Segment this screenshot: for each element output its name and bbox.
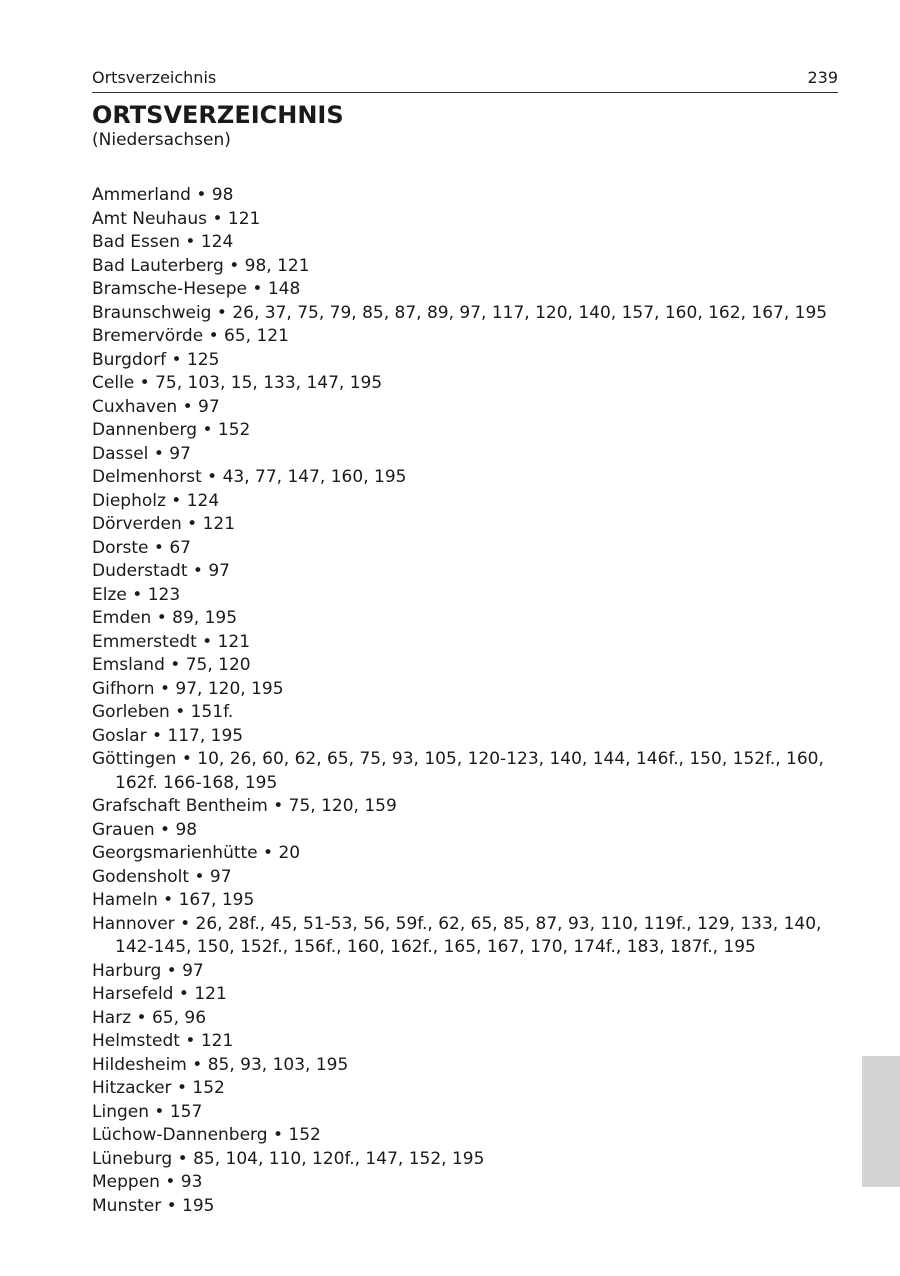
- entry-pages: 75, 120: [185, 655, 251, 675]
- index-entry: [92, 1195, 852, 1219]
- index-entry-list: [92, 184, 852, 1218]
- entry-place: Hameln: [92, 890, 158, 910]
- index-entry: [92, 184, 852, 208]
- entry-pages: 65, 121: [224, 326, 289, 346]
- bullet-separator: •: [139, 373, 150, 393]
- index-entry: [92, 1124, 852, 1148]
- index-entry: [92, 372, 852, 396]
- bullet-separator: •: [166, 1195, 177, 1216]
- entry-place: Duderstadt: [92, 561, 188, 581]
- bullet-separator: •: [187, 514, 198, 534]
- bullet-separator: •: [196, 185, 207, 205]
- index-entry: [92, 654, 852, 678]
- entry-place: Godensholt: [92, 866, 190, 887]
- entry-place: Dannenberg: [92, 420, 198, 440]
- index-entry: [92, 889, 852, 913]
- entry-pages: 97: [209, 866, 232, 887]
- entry-place: Munster: [92, 1195, 162, 1216]
- entry-place: Harburg: [92, 960, 162, 981]
- bullet-separator: •: [207, 467, 218, 487]
- entry-place: Hannover: [92, 913, 175, 934]
- entry-place: Emden: [92, 608, 152, 628]
- index-entry: [92, 584, 852, 608]
- index-entry: [92, 419, 852, 443]
- index-entry: [92, 396, 852, 420]
- entry-pages: 121: [227, 208, 261, 229]
- index-entry: [92, 302, 852, 326]
- entry-place: Braunschweig: [92, 302, 212, 323]
- index-entry: [92, 1101, 852, 1125]
- index-entry: [92, 1030, 852, 1054]
- bullet-separator: •: [165, 1172, 176, 1192]
- index-entry: [92, 255, 852, 279]
- entry-place: Gorleben: [92, 702, 170, 722]
- bullet-separator: •: [185, 232, 196, 252]
- entry-place: Delmenhorst: [92, 467, 202, 487]
- index-entry: [92, 231, 852, 255]
- entry-pages: 124: [200, 232, 234, 252]
- bullet-separator: •: [153, 537, 164, 558]
- bullet-separator: •: [159, 678, 170, 699]
- running-header: [92, 66, 838, 93]
- entry-place: Meppen: [92, 1172, 160, 1192]
- entry-pages: 43, 77, 147, 160, 195: [222, 467, 407, 487]
- entry-place: Harz: [92, 1007, 132, 1028]
- index-entry: [92, 631, 852, 655]
- bullet-separator: •: [181, 749, 192, 769]
- bullet-separator: •: [160, 819, 171, 840]
- index-entry: [92, 349, 852, 373]
- bullet-separator: •: [154, 1101, 165, 1122]
- entry-place: Hildesheim: [92, 1054, 187, 1075]
- entry-pages: 148: [267, 279, 301, 299]
- running-title: Ortsverzeichnis: [92, 68, 217, 87]
- index-entry: [92, 842, 852, 866]
- index-entry: [92, 537, 852, 561]
- bullet-separator: •: [185, 1031, 196, 1051]
- bullet-separator: •: [202, 420, 213, 440]
- entry-pages: 121: [202, 514, 236, 534]
- bullet-separator: •: [166, 960, 177, 981]
- bullet-separator: •: [153, 443, 164, 464]
- entry-pages: 75, 120, 159: [288, 796, 397, 816]
- page-number: 239: [807, 68, 838, 87]
- bullet-separator: •: [170, 655, 181, 675]
- bullet-separator: •: [132, 584, 143, 605]
- bullet-separator: •: [202, 631, 213, 652]
- entry-place: Georgsmarienhütte: [92, 843, 258, 863]
- entry-place: Bad Essen: [92, 232, 180, 252]
- page-title: ORTSVERZEICHNIS: [92, 101, 344, 129]
- entry-pages: 121: [217, 631, 251, 652]
- entry-place: Lingen: [92, 1101, 149, 1122]
- index-entry: [92, 748, 852, 795]
- entry-pages: 97, 120, 195: [175, 678, 284, 699]
- entry-pages: 152: [192, 1078, 225, 1098]
- index-entry: [92, 278, 852, 302]
- index-entry: [92, 325, 852, 349]
- entry-place: Grafschaft Bentheim: [92, 796, 268, 816]
- entry-place: Lüchow-Dannenberg: [92, 1125, 268, 1145]
- entry-pages: 98: [211, 185, 234, 205]
- bullet-separator: •: [194, 866, 205, 887]
- entry-pages: 97: [208, 561, 230, 581]
- thumb-index-tab: [862, 1056, 900, 1187]
- entry-place: Grauen: [92, 819, 155, 840]
- index-entry: [92, 560, 852, 584]
- bullet-separator: •: [263, 843, 274, 863]
- entry-pages: 65, 96: [151, 1007, 207, 1028]
- bullet-separator: •: [178, 984, 189, 1004]
- entry-place: Elze: [92, 584, 127, 605]
- entry-pages: 167, 195: [178, 890, 255, 910]
- bullet-separator: •: [212, 208, 223, 229]
- bullet-separator: •: [176, 1078, 187, 1098]
- entry-pages: 157: [169, 1101, 203, 1122]
- entry-place: Bremervörde: [92, 326, 204, 346]
- entry-pages: 67: [169, 537, 191, 558]
- entry-pages: 151f.: [190, 702, 234, 722]
- entry-pages: 117, 195: [167, 725, 244, 746]
- entry-place: Amt Neuhaus: [92, 208, 208, 229]
- index-entry: [92, 1148, 852, 1172]
- entry-pages: 97: [182, 960, 204, 981]
- entry-pages: 93: [180, 1172, 203, 1192]
- entry-pages: 195: [182, 1195, 215, 1216]
- bullet-separator: •: [171, 490, 182, 511]
- index-entry: [92, 819, 852, 843]
- entry-pages: 20: [278, 843, 301, 863]
- entry-pages: 152: [288, 1125, 321, 1145]
- entry-place: Cuxhaven: [92, 396, 178, 417]
- entry-place: Emsland: [92, 655, 165, 675]
- entry-place: Helmstedt: [92, 1031, 180, 1051]
- entry-pages: 121: [194, 984, 227, 1004]
- entry-place: Bramsche-Hesepe: [92, 279, 248, 299]
- bullet-separator: •: [252, 279, 263, 299]
- entry-place: Ammerland: [92, 185, 191, 205]
- index-entry: [92, 795, 852, 819]
- bullet-separator: •: [208, 326, 219, 346]
- entry-pages: 89, 195: [172, 608, 238, 628]
- bullet-separator: •: [136, 1007, 147, 1028]
- page-subtitle: (Niedersachsen): [92, 130, 231, 150]
- bullet-separator: •: [151, 725, 162, 746]
- index-entry: [92, 983, 852, 1007]
- entry-pages: 26, 37, 75, 79, 85, 87, 89, 97, 117, 120, 140, 157, 160, 162, 167, 195: [232, 302, 828, 323]
- bullet-separator: •: [192, 561, 203, 581]
- bullet-separator: •: [177, 1148, 188, 1169]
- index-entry: [92, 1007, 852, 1031]
- index-entry: [92, 607, 852, 631]
- bullet-separator: •: [180, 913, 191, 934]
- entry-pages: 97: [169, 443, 191, 464]
- index-entry: [92, 960, 852, 984]
- entry-pages: 121: [200, 1031, 234, 1051]
- entry-place: Dorste: [92, 537, 149, 558]
- index-entry: [92, 913, 852, 960]
- index-entry: [92, 1054, 852, 1078]
- entry-place: Burgdorf: [92, 349, 167, 370]
- entry-pages: 75, 103, 15, 133, 147, 195: [155, 373, 383, 393]
- entry-pages: 98, 121: [244, 255, 310, 276]
- bullet-separator: •: [192, 1054, 203, 1075]
- entry-place: Goslar: [92, 725, 147, 746]
- entry-pages: 125: [186, 349, 220, 370]
- entry-pages: 10, 26, 60, 62, 65, 75, 93, 105, 120-123, 140, 144, 146f., 150, 152f., 160, 162f. 166-168, 195: [115, 749, 824, 793]
- entry-pages: 85, 93, 103, 195: [207, 1054, 349, 1075]
- bullet-separator: •: [216, 302, 227, 323]
- entry-pages: 98: [175, 819, 198, 840]
- bullet-separator: •: [175, 702, 186, 722]
- entry-place: Gifhorn: [92, 678, 155, 699]
- entry-place: Dörverden: [92, 514, 182, 534]
- entry-place: Harsefeld: [92, 984, 174, 1004]
- bullet-separator: •: [171, 349, 182, 370]
- entry-pages: 123: [147, 584, 181, 605]
- entry-pages: 85, 104, 110, 120f., 147, 152, 195: [193, 1148, 485, 1169]
- entry-place: Celle: [92, 373, 135, 393]
- index-entry: [92, 443, 852, 467]
- index-entry: [92, 490, 852, 514]
- bullet-separator: •: [156, 608, 167, 628]
- index-entry: [92, 208, 852, 232]
- bullet-separator: •: [163, 890, 174, 910]
- entry-pages: 26, 28f., 45, 51-53, 56, 59f., 62, 65, 85, 87, 93, 110, 119f., 129, 133, 140, 142-145, 150, 152f., 156f., 160, 162f., 165, 167, 170, 174f., 183, 187f., 195: [115, 913, 822, 957]
- entry-place: Bad Lauterberg: [92, 255, 224, 276]
- entry-place: Göttingen: [92, 749, 177, 769]
- index-entry: [92, 701, 852, 725]
- bullet-separator: •: [229, 255, 240, 276]
- index-entry: [92, 725, 852, 749]
- entry-place: Hitzacker: [92, 1078, 172, 1098]
- bullet-separator: •: [273, 796, 284, 816]
- entry-pages: 97: [198, 396, 220, 417]
- entry-place: Diepholz: [92, 490, 166, 511]
- index-entry: [92, 466, 852, 490]
- entry-pages: 152: [217, 420, 251, 440]
- bullet-separator: •: [272, 1125, 283, 1145]
- bullet-separator: •: [182, 396, 193, 417]
- entry-place: Dassel: [92, 443, 149, 464]
- index-entry: [92, 866, 852, 890]
- index-entry: [92, 678, 852, 702]
- entry-pages: 124: [186, 490, 220, 511]
- entry-place: Lüneburg: [92, 1148, 173, 1169]
- index-entry: [92, 1077, 852, 1101]
- index-entry: [92, 1171, 852, 1195]
- entry-place: Emmerstedt: [92, 631, 197, 652]
- index-entry: [92, 513, 852, 537]
